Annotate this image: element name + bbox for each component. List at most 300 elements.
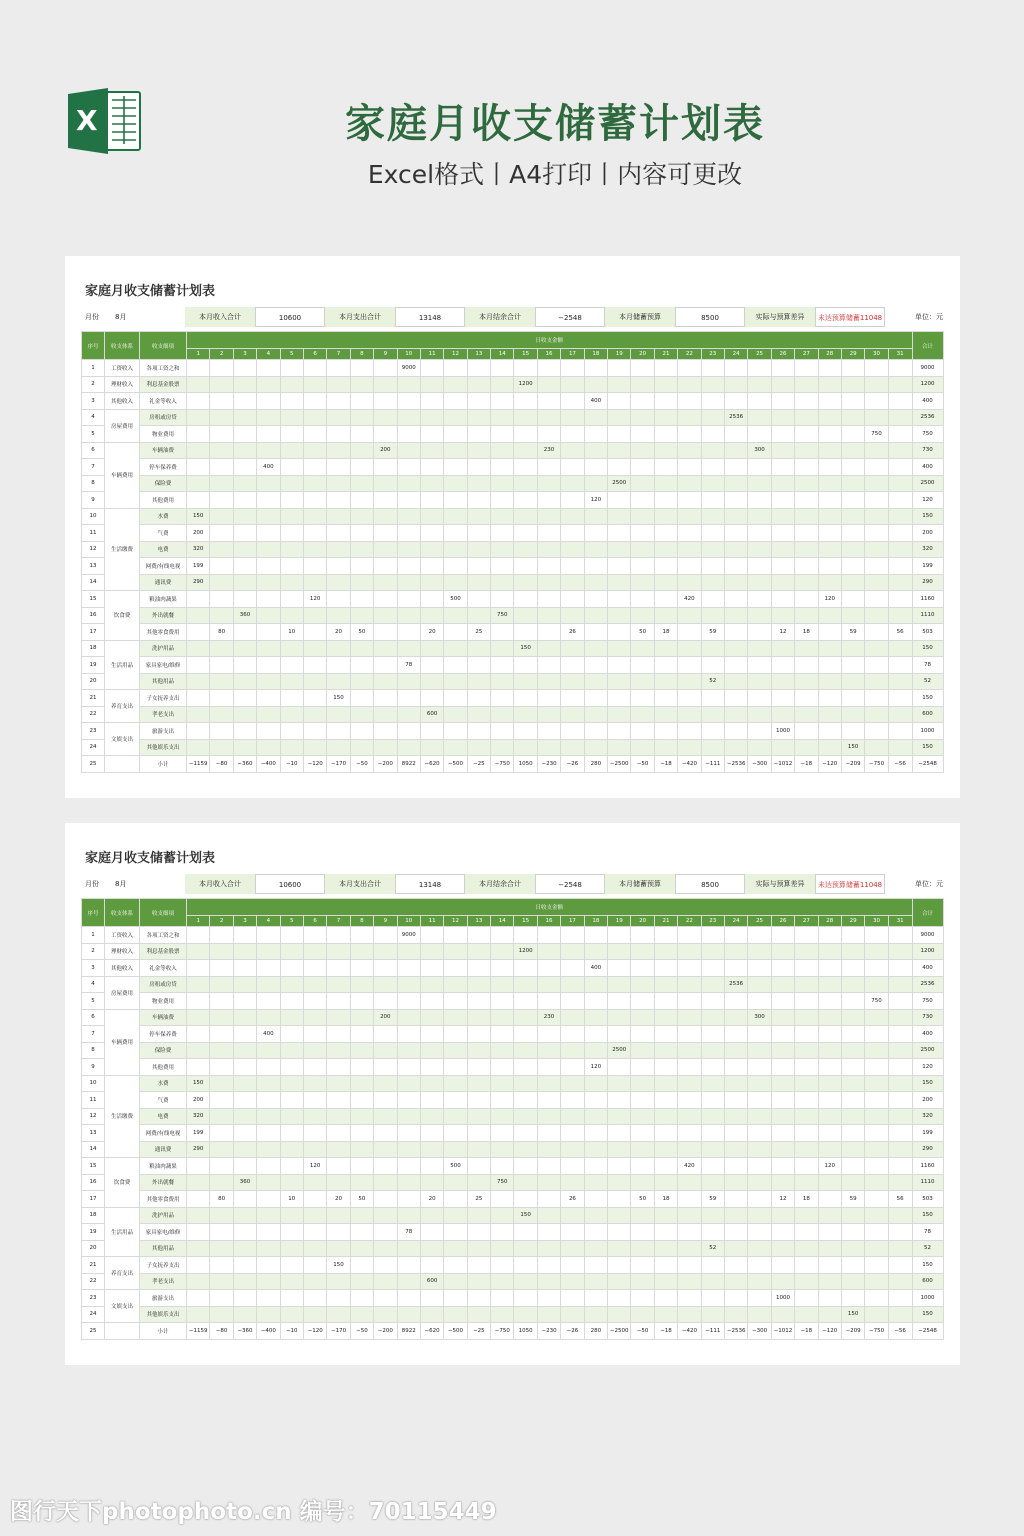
day-cell[interactable] <box>561 607 584 624</box>
day-cell[interactable] <box>701 541 724 558</box>
day-cell[interactable]: 120 <box>818 1158 841 1175</box>
day-cell[interactable] <box>280 393 303 410</box>
day-cell[interactable] <box>771 1141 794 1158</box>
day-cell[interactable] <box>561 927 584 944</box>
day-cell[interactable] <box>631 1141 654 1158</box>
day-cell[interactable] <box>818 442 841 459</box>
day-cell[interactable] <box>350 1207 373 1224</box>
day-cell[interactable] <box>257 640 280 657</box>
day-cell[interactable] <box>233 624 256 641</box>
day-cell[interactable] <box>327 1306 350 1323</box>
day-cell[interactable] <box>584 508 607 525</box>
day-cell[interactable] <box>537 673 560 690</box>
day-cell[interactable] <box>187 1059 210 1076</box>
day-cell[interactable] <box>280 1042 303 1059</box>
day-cell[interactable] <box>397 1009 420 1026</box>
day-cell[interactable] <box>514 607 537 624</box>
day-cell[interactable] <box>724 607 747 624</box>
day-cell[interactable] <box>327 376 350 393</box>
day-cell[interactable] <box>397 1290 420 1307</box>
day-cell[interactable] <box>187 673 210 690</box>
day-cell[interactable] <box>280 1224 303 1241</box>
day-cell[interactable] <box>327 706 350 723</box>
day-cell[interactable] <box>514 541 537 558</box>
day-cell[interactable] <box>280 960 303 977</box>
day-cell[interactable] <box>748 1141 771 1158</box>
day-cell[interactable] <box>748 1075 771 1092</box>
day-cell[interactable] <box>631 927 654 944</box>
day-cell[interactable]: 750 <box>491 1174 514 1191</box>
day-cell[interactable] <box>327 1207 350 1224</box>
day-cell[interactable]: 10 <box>280 624 303 641</box>
day-cell[interactable] <box>257 409 280 426</box>
day-cell[interactable] <box>233 739 256 756</box>
day-cell[interactable] <box>888 1240 912 1257</box>
day-cell[interactable] <box>420 1026 443 1043</box>
expense-value[interactable]: 13148 <box>395 307 465 327</box>
day-cell[interactable] <box>467 1257 490 1274</box>
day-cell[interactable] <box>771 1224 794 1241</box>
day-cell[interactable] <box>724 459 747 476</box>
day-cell[interactable] <box>420 591 443 608</box>
day-cell[interactable] <box>771 1009 794 1026</box>
day-cell[interactable] <box>303 1059 326 1076</box>
day-cell[interactable] <box>841 976 864 993</box>
day-cell[interactable] <box>444 1174 467 1191</box>
day-cell[interactable] <box>233 442 256 459</box>
day-cell[interactable] <box>280 508 303 525</box>
day-cell[interactable] <box>350 706 373 723</box>
day-cell[interactable] <box>187 426 210 443</box>
day-cell[interactable] <box>701 706 724 723</box>
day-cell[interactable] <box>444 1141 467 1158</box>
day-cell[interactable] <box>631 1042 654 1059</box>
day-cell[interactable] <box>608 1240 631 1257</box>
day-cell[interactable] <box>257 1125 280 1142</box>
day-cell[interactable] <box>233 1108 256 1125</box>
day-cell[interactable] <box>187 459 210 476</box>
day-cell[interactable] <box>257 1290 280 1307</box>
day-cell[interactable] <box>187 376 210 393</box>
day-cell[interactable] <box>210 993 233 1010</box>
day-cell[interactable] <box>748 993 771 1010</box>
day-cell[interactable] <box>537 1273 560 1290</box>
day-cell[interactable] <box>584 1306 607 1323</box>
day-cell[interactable] <box>444 673 467 690</box>
day-cell[interactable] <box>537 1108 560 1125</box>
day-cell[interactable] <box>561 492 584 509</box>
day-cell[interactable] <box>608 1075 631 1092</box>
day-cell[interactable] <box>818 360 841 377</box>
day-cell[interactable]: −750 <box>491 1323 514 1340</box>
day-cell[interactable] <box>701 1026 724 1043</box>
day-cell[interactable] <box>350 1290 373 1307</box>
day-cell[interactable] <box>327 1108 350 1125</box>
day-cell[interactable] <box>187 492 210 509</box>
day-cell[interactable] <box>888 943 912 960</box>
day-cell[interactable] <box>584 673 607 690</box>
day-cell[interactable] <box>444 475 467 492</box>
day-cell[interactable] <box>397 1059 420 1076</box>
day-cell[interactable]: 1200 <box>514 376 537 393</box>
day-cell[interactable] <box>210 723 233 740</box>
day-cell[interactable] <box>795 739 818 756</box>
day-cell[interactable] <box>771 393 794 410</box>
day-cell[interactable] <box>444 409 467 426</box>
day-cell[interactable] <box>795 1306 818 1323</box>
day-cell[interactable] <box>631 426 654 443</box>
day-cell[interactable] <box>210 1042 233 1059</box>
day-cell[interactable] <box>257 525 280 542</box>
day-cell[interactable] <box>818 976 841 993</box>
day-cell[interactable] <box>795 376 818 393</box>
day-cell[interactable] <box>303 1224 326 1241</box>
day-cell[interactable]: 750 <box>865 426 888 443</box>
day-cell[interactable] <box>303 1092 326 1109</box>
day-cell[interactable]: 18 <box>654 1191 677 1208</box>
day-cell[interactable] <box>818 927 841 944</box>
day-cell[interactable] <box>514 960 537 977</box>
day-cell[interactable] <box>795 442 818 459</box>
day-cell[interactable] <box>748 1059 771 1076</box>
day-cell[interactable] <box>467 459 490 476</box>
day-cell[interactable] <box>865 607 888 624</box>
day-cell[interactable] <box>420 1158 443 1175</box>
day-cell[interactable] <box>210 657 233 674</box>
day-cell[interactable] <box>233 1306 256 1323</box>
day-cell[interactable] <box>397 426 420 443</box>
day-cell[interactable] <box>654 1108 677 1125</box>
day-cell[interactable] <box>818 706 841 723</box>
day-cell[interactable] <box>608 960 631 977</box>
day-cell[interactable]: 50 <box>350 1191 373 1208</box>
day-cell[interactable] <box>514 475 537 492</box>
day-cell[interactable] <box>654 426 677 443</box>
day-cell[interactable] <box>888 360 912 377</box>
day-cell[interactable] <box>654 475 677 492</box>
day-cell[interactable]: 500 <box>444 1158 467 1175</box>
day-cell[interactable] <box>561 558 584 575</box>
day-cell[interactable]: 12 <box>771 624 794 641</box>
day-cell[interactable] <box>724 360 747 377</box>
day-cell[interactable] <box>514 409 537 426</box>
day-cell[interactable] <box>537 927 560 944</box>
day-cell[interactable] <box>257 1141 280 1158</box>
day-cell[interactable] <box>654 1207 677 1224</box>
day-cell[interactable] <box>467 475 490 492</box>
balance-value[interactable]: −2548 <box>535 874 605 894</box>
day-cell[interactable] <box>467 541 490 558</box>
day-cell[interactable] <box>771 1207 794 1224</box>
day-cell[interactable] <box>631 657 654 674</box>
day-cell[interactable] <box>374 607 397 624</box>
day-cell[interactable] <box>233 475 256 492</box>
day-cell[interactable] <box>374 1059 397 1076</box>
day-cell[interactable] <box>467 706 490 723</box>
day-cell[interactable] <box>865 591 888 608</box>
day-cell[interactable]: −1159 <box>187 1323 210 1340</box>
day-cell[interactable] <box>374 426 397 443</box>
day-cell[interactable] <box>397 376 420 393</box>
day-cell[interactable] <box>678 1257 701 1274</box>
day-cell[interactable] <box>724 1009 747 1026</box>
day-cell[interactable] <box>608 558 631 575</box>
day-cell[interactable] <box>210 690 233 707</box>
day-cell[interactable] <box>537 426 560 443</box>
day-cell[interactable] <box>678 459 701 476</box>
day-cell[interactable]: 150 <box>327 1257 350 1274</box>
day-cell[interactable] <box>701 1158 724 1175</box>
day-cell[interactable] <box>888 976 912 993</box>
day-cell[interactable] <box>467 1026 490 1043</box>
day-cell[interactable] <box>841 706 864 723</box>
day-cell[interactable] <box>608 442 631 459</box>
day-cell[interactable] <box>678 475 701 492</box>
day-cell[interactable] <box>678 442 701 459</box>
day-cell[interactable] <box>280 976 303 993</box>
day-cell[interactable] <box>537 1075 560 1092</box>
day-cell[interactable] <box>608 1257 631 1274</box>
day-cell[interactable] <box>327 525 350 542</box>
day-cell[interactable] <box>350 1174 373 1191</box>
day-cell[interactable] <box>841 442 864 459</box>
day-cell[interactable] <box>280 541 303 558</box>
day-cell[interactable] <box>280 607 303 624</box>
day-cell[interactable] <box>491 442 514 459</box>
day-cell[interactable] <box>374 927 397 944</box>
day-cell[interactable] <box>350 1273 373 1290</box>
day-cell[interactable] <box>397 1141 420 1158</box>
day-cell[interactable] <box>514 442 537 459</box>
day-cell[interactable] <box>327 993 350 1010</box>
day-cell[interactable] <box>771 376 794 393</box>
day-cell[interactable] <box>561 1240 584 1257</box>
day-cell[interactable] <box>514 690 537 707</box>
day-cell[interactable] <box>654 1273 677 1290</box>
day-cell[interactable] <box>584 409 607 426</box>
day-cell[interactable] <box>491 1108 514 1125</box>
day-cell[interactable]: −18 <box>654 1323 677 1340</box>
day-cell[interactable] <box>701 475 724 492</box>
day-cell[interactable] <box>701 1108 724 1125</box>
day-cell[interactable] <box>678 1042 701 1059</box>
day-cell[interactable]: 25 <box>467 624 490 641</box>
day-cell[interactable] <box>608 591 631 608</box>
day-cell[interactable] <box>537 459 560 476</box>
day-cell[interactable] <box>233 927 256 944</box>
day-cell[interactable] <box>795 1174 818 1191</box>
day-cell[interactable]: 12 <box>771 1191 794 1208</box>
day-cell[interactable] <box>257 591 280 608</box>
day-cell[interactable] <box>303 1108 326 1125</box>
day-cell[interactable] <box>350 943 373 960</box>
day-cell[interactable] <box>748 1026 771 1043</box>
day-cell[interactable] <box>187 640 210 657</box>
day-cell[interactable] <box>210 459 233 476</box>
day-cell[interactable]: 300 <box>748 442 771 459</box>
day-cell[interactable] <box>537 558 560 575</box>
day-cell[interactable]: 199 <box>187 558 210 575</box>
day-cell[interactable] <box>491 591 514 608</box>
day-cell[interactable] <box>561 960 584 977</box>
day-cell[interactable] <box>537 1059 560 1076</box>
day-cell[interactable] <box>187 690 210 707</box>
day-cell[interactable] <box>631 1092 654 1109</box>
day-cell[interactable] <box>280 591 303 608</box>
day-cell[interactable]: 59 <box>701 1191 724 1208</box>
day-cell[interactable] <box>303 993 326 1010</box>
day-cell[interactable] <box>444 927 467 944</box>
day-cell[interactable] <box>350 409 373 426</box>
day-cell[interactable] <box>374 525 397 542</box>
day-cell[interactable] <box>865 1042 888 1059</box>
day-cell[interactable] <box>748 624 771 641</box>
day-cell[interactable] <box>865 943 888 960</box>
day-cell[interactable] <box>818 657 841 674</box>
day-cell[interactable] <box>210 943 233 960</box>
day-cell[interactable] <box>608 525 631 542</box>
day-cell[interactable] <box>374 1141 397 1158</box>
day-cell[interactable] <box>701 739 724 756</box>
day-cell[interactable] <box>210 525 233 542</box>
day-cell[interactable] <box>187 1026 210 1043</box>
day-cell[interactable] <box>608 360 631 377</box>
day-cell[interactable] <box>608 993 631 1010</box>
day-cell[interactable] <box>631 492 654 509</box>
day-cell[interactable] <box>748 1257 771 1274</box>
day-cell[interactable] <box>420 1141 443 1158</box>
day-cell[interactable] <box>631 360 654 377</box>
day-cell[interactable] <box>795 640 818 657</box>
day-cell[interactable] <box>584 541 607 558</box>
day-cell[interactable] <box>748 525 771 542</box>
day-cell[interactable] <box>654 492 677 509</box>
day-cell[interactable]: 56 <box>888 1191 912 1208</box>
day-cell[interactable] <box>257 723 280 740</box>
day-cell[interactable] <box>280 442 303 459</box>
day-cell[interactable] <box>771 690 794 707</box>
day-cell[interactable] <box>865 723 888 740</box>
day-cell[interactable] <box>584 1026 607 1043</box>
day-cell[interactable] <box>537 1191 560 1208</box>
day-cell[interactable] <box>233 960 256 977</box>
day-cell[interactable] <box>795 723 818 740</box>
day-cell[interactable] <box>280 1059 303 1076</box>
day-cell[interactable] <box>303 1257 326 1274</box>
day-cell[interactable] <box>701 607 724 624</box>
day-cell[interactable] <box>888 574 912 591</box>
day-cell[interactable] <box>514 976 537 993</box>
day-cell[interactable] <box>303 624 326 641</box>
day-cell[interactable] <box>701 426 724 443</box>
day-cell[interactable] <box>631 1125 654 1142</box>
day-cell[interactable] <box>420 1240 443 1257</box>
day-cell[interactable] <box>233 657 256 674</box>
day-cell[interactable] <box>724 525 747 542</box>
day-cell[interactable] <box>491 508 514 525</box>
day-cell[interactable] <box>701 927 724 944</box>
day-cell[interactable] <box>888 525 912 542</box>
day-cell[interactable] <box>467 1240 490 1257</box>
day-cell[interactable] <box>257 1306 280 1323</box>
day-cell[interactable] <box>888 1075 912 1092</box>
day-cell[interactable] <box>678 1174 701 1191</box>
day-cell[interactable] <box>327 723 350 740</box>
day-cell[interactable] <box>748 640 771 657</box>
day-cell[interactable] <box>771 1158 794 1175</box>
day-cell[interactable] <box>888 1059 912 1076</box>
day-cell[interactable] <box>514 739 537 756</box>
day-cell[interactable] <box>584 1174 607 1191</box>
day-cell[interactable] <box>631 673 654 690</box>
day-cell[interactable]: −170 <box>327 756 350 773</box>
day-cell[interactable]: −750 <box>865 756 888 773</box>
day-cell[interactable]: −209 <box>841 756 864 773</box>
day-cell[interactable]: −750 <box>491 756 514 773</box>
day-cell[interactable] <box>397 574 420 591</box>
day-cell[interactable]: 200 <box>374 442 397 459</box>
day-cell[interactable] <box>444 1092 467 1109</box>
day-cell[interactable] <box>327 508 350 525</box>
day-cell[interactable] <box>514 360 537 377</box>
day-cell[interactable] <box>397 1174 420 1191</box>
day-cell[interactable] <box>724 1026 747 1043</box>
day-cell[interactable] <box>748 475 771 492</box>
day-cell[interactable] <box>327 1075 350 1092</box>
day-cell[interactable] <box>678 508 701 525</box>
day-cell[interactable] <box>724 1075 747 1092</box>
day-cell[interactable] <box>678 607 701 624</box>
day-cell[interactable] <box>631 1009 654 1026</box>
day-cell[interactable] <box>631 1306 654 1323</box>
day-cell[interactable] <box>631 1059 654 1076</box>
day-cell[interactable] <box>350 1158 373 1175</box>
day-cell[interactable] <box>444 1042 467 1059</box>
day-cell[interactable] <box>865 442 888 459</box>
day-cell[interactable] <box>561 1141 584 1158</box>
day-cell[interactable] <box>444 960 467 977</box>
day-cell[interactable]: 78 <box>397 1224 420 1241</box>
day-cell[interactable] <box>257 960 280 977</box>
day-cell[interactable] <box>561 1257 584 1274</box>
day-cell[interactable] <box>280 739 303 756</box>
day-cell[interactable] <box>654 442 677 459</box>
day-cell[interactable] <box>257 1191 280 1208</box>
day-cell[interactable] <box>795 943 818 960</box>
day-cell[interactable] <box>280 723 303 740</box>
day-cell[interactable] <box>678 1125 701 1142</box>
day-cell[interactable] <box>327 1125 350 1142</box>
day-cell[interactable] <box>631 409 654 426</box>
day-cell[interactable] <box>771 1108 794 1125</box>
day-cell[interactable] <box>608 657 631 674</box>
day-cell[interactable] <box>678 960 701 977</box>
day-cell[interactable] <box>771 525 794 542</box>
day-cell[interactable] <box>327 607 350 624</box>
day-cell[interactable] <box>327 541 350 558</box>
day-cell[interactable] <box>374 1026 397 1043</box>
day-cell[interactable] <box>818 1141 841 1158</box>
day-cell[interactable] <box>233 640 256 657</box>
day-cell[interactable]: −120 <box>303 1323 326 1340</box>
day-cell[interactable] <box>210 607 233 624</box>
day-cell[interactable] <box>187 1207 210 1224</box>
day-cell[interactable] <box>748 706 771 723</box>
day-cell[interactable] <box>654 525 677 542</box>
day-cell[interactable] <box>420 976 443 993</box>
day-cell[interactable] <box>537 360 560 377</box>
day-cell[interactable] <box>888 442 912 459</box>
